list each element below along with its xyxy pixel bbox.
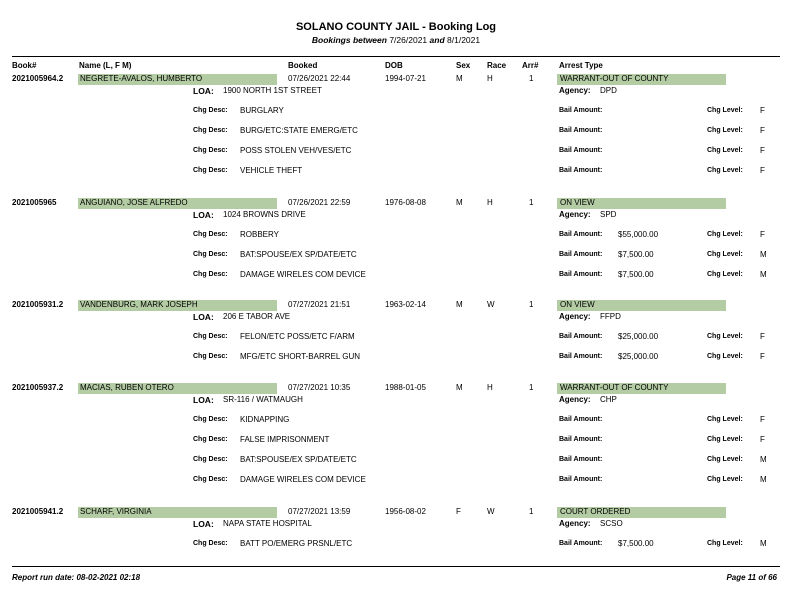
chg-desc-label: Chg Desc:: [193, 231, 228, 238]
arrest-type: COURT ORDERED: [560, 507, 631, 516]
charge-description: BATT PO/EMERG PRSNL/ETC: [240, 539, 353, 548]
arrest-type: WARRANT-OUT OF COUNTY: [560, 383, 669, 392]
agency-label: Agency:: [559, 395, 591, 404]
arrest-number: 1: [529, 507, 534, 516]
arrest-number: 1: [529, 74, 534, 83]
sex: F: [456, 507, 461, 516]
bail-amount: $7,500.00: [618, 539, 654, 548]
charge-description: DAMAGE WIRELES COM DEVICE: [240, 270, 366, 279]
chg-desc-label: Chg Desc:: [193, 147, 228, 154]
charge-level: M: [760, 455, 767, 464]
bail-amount-label: Bail Amount:: [559, 540, 603, 547]
bail-amount-label: Bail Amount:: [559, 231, 603, 238]
chg-level-label: Chg Level:: [707, 127, 743, 134]
agency-label: Agency:: [559, 210, 591, 219]
charge-description: ROBBERY: [240, 230, 279, 239]
charge-description: BURG/ETC:STATE EMERG/ETC: [240, 126, 358, 135]
chg-desc-label: Chg Desc:: [193, 167, 228, 174]
loa-label: LOA:: [193, 86, 214, 96]
dob: 1994-07-21: [385, 74, 426, 83]
chg-level-label: Chg Level:: [707, 353, 743, 360]
charge-level: M: [760, 270, 767, 279]
chg-desc-label: Chg Desc:: [193, 251, 228, 258]
report-run-date: Report run date: 08-02-2021 02:18: [12, 573, 141, 582]
chg-level-label: Chg Level:: [707, 333, 743, 340]
booked-datetime: 07/27/2021 13:59: [288, 507, 351, 516]
race: W: [487, 507, 495, 516]
loa-value: 206 E TABOR AVE: [223, 312, 291, 321]
chg-level-label: Chg Level:: [707, 167, 743, 174]
charge-description: BAT:SPOUSE/EX SP/DATE/ETC: [240, 250, 357, 259]
col-book: Book#: [12, 61, 37, 70]
charge-level: F: [760, 435, 765, 444]
col-dob: DOB: [385, 61, 403, 70]
loa-label: LOA:: [193, 519, 214, 529]
sex: M: [456, 383, 463, 392]
agency-value: SCSO: [600, 519, 623, 528]
arrest-number: 1: [529, 383, 534, 392]
charge-level: F: [760, 230, 765, 239]
chg-level-label: Chg Level:: [707, 436, 743, 443]
sex: M: [456, 198, 463, 207]
charge-level: F: [760, 415, 765, 424]
bail-amount-label: Bail Amount:: [559, 476, 603, 483]
bail-amount-label: Bail Amount:: [559, 251, 603, 258]
dob: 1988-01-05: [385, 383, 426, 392]
race: H: [487, 74, 493, 83]
bail-amount: $25,000.00: [618, 352, 659, 361]
inmate-name: MACIAS, RUBEN OTERO: [80, 383, 174, 392]
chg-level-label: Chg Level:: [707, 456, 743, 463]
race: H: [487, 383, 493, 392]
arrest-type: WARRANT-OUT OF COUNTY: [560, 74, 669, 83]
bail-amount-label: Bail Amount:: [559, 353, 603, 360]
charge-description: BURGLARY: [240, 106, 284, 115]
arrest-type: ON VIEW: [560, 198, 595, 207]
chg-desc-label: Chg Desc:: [193, 353, 228, 360]
charge-description: FALSE IMPRISONMENT: [240, 435, 330, 444]
charge-level: F: [760, 352, 765, 361]
sex: M: [456, 74, 463, 83]
bail-amount-label: Bail Amount:: [559, 127, 603, 134]
col-booked: Booked: [288, 61, 318, 70]
col-race: Race: [487, 61, 507, 70]
footer-divider: [12, 566, 780, 567]
charge-level: F: [760, 146, 765, 155]
agency-value: CHP: [600, 395, 617, 404]
charge-description: MFG/ETC SHORT-BARREL GUN: [240, 352, 361, 361]
chg-desc-label: Chg Desc:: [193, 540, 228, 547]
charge-level: F: [760, 106, 765, 115]
chg-level-label: Chg Level:: [707, 540, 743, 547]
loa-value: 1024 BROWNS DRIVE: [223, 210, 306, 219]
chg-level-label: Chg Level:: [707, 271, 743, 278]
end-date: 8/1/2021: [447, 35, 481, 45]
chg-level-label: Chg Level:: [707, 107, 743, 114]
arrest-number: 1: [529, 198, 534, 207]
chg-level-label: Chg Level:: [707, 476, 743, 483]
chg-desc-label: Chg Desc:: [193, 456, 228, 463]
booked-datetime: 07/27/2021 21:51: [288, 300, 351, 309]
col-name: Name (L, F M): [79, 61, 132, 70]
bail-amount-label: Bail Amount:: [559, 456, 603, 463]
loa-label: LOA:: [193, 312, 214, 322]
page-number: Page 11 of 66: [726, 573, 777, 582]
chg-level-label: Chg Level:: [707, 416, 743, 423]
agency-label: Agency:: [559, 86, 591, 95]
booked-datetime: 07/26/2021 22:59: [288, 198, 351, 207]
charge-level: F: [760, 166, 765, 175]
loa-label: LOA:: [193, 210, 214, 220]
bail-amount-label: Bail Amount:: [559, 333, 603, 340]
loa-value: 1900 NORTH 1ST STREET: [223, 86, 322, 95]
book-number: 2021005965: [12, 198, 57, 207]
header-divider: [12, 56, 780, 57]
booked-datetime: 07/26/2021 22:44: [288, 74, 351, 83]
chg-desc-label: Chg Desc:: [193, 271, 228, 278]
dob: 1956-08-02: [385, 507, 426, 516]
inmate-name: NEGRETE-AVALOS, HUMBERTO: [80, 74, 203, 83]
chg-desc-label: Chg Desc:: [193, 436, 228, 443]
inmate-name: ANGUIANO, JOSE ALFREDO: [80, 198, 188, 207]
bail-amount: $25,000.00: [618, 332, 659, 341]
agency-label: Agency:: [559, 519, 591, 528]
loa-value: SR-116 / WATMAUGH: [223, 395, 303, 404]
chg-desc-label: Chg Desc:: [193, 107, 228, 114]
arrest-type: ON VIEW: [560, 300, 595, 309]
race: W: [487, 300, 495, 309]
charge-description: BAT:SPOUSE/EX SP/DATE/ETC: [240, 455, 357, 464]
chg-level-label: Chg Level:: [707, 231, 743, 238]
sex: M: [456, 300, 463, 309]
inmate-name: VANDENBURG, MARK JOSEPH: [80, 300, 198, 309]
bail-amount-label: Bail Amount:: [559, 147, 603, 154]
book-number: 2021005937.2: [12, 383, 64, 392]
chg-level-label: Chg Level:: [707, 147, 743, 154]
book-number: 2021005931.2: [12, 300, 64, 309]
inmate-name: SCHARF, VIRGINIA: [80, 507, 152, 516]
booked-datetime: 07/27/2021 10:35: [288, 383, 351, 392]
chg-desc-label: Chg Desc:: [193, 476, 228, 483]
col-arrest-type: Arrest Type: [559, 61, 603, 70]
report-title: SOLANO COUNTY JAIL - Booking Log: [295, 21, 497, 33]
bail-amount: $55,000.00: [618, 230, 659, 239]
charge-level: F: [760, 126, 765, 135]
bail-amount-label: Bail Amount:: [559, 436, 603, 443]
bail-amount-label: Bail Amount:: [559, 271, 603, 278]
bail-amount: $7,500.00: [618, 250, 654, 259]
agency-value: DPD: [600, 86, 617, 95]
charge-description: DAMAGE WIRELES COM DEVICE: [240, 475, 366, 484]
charge-description: VEHICLE THEFT: [240, 166, 303, 175]
subtitle-and: and: [429, 35, 445, 45]
loa-label: LOA:: [193, 395, 214, 405]
charge-description: KIDNAPPING: [240, 415, 290, 424]
dob: 1963-02-14: [385, 300, 426, 309]
chg-desc-label: Chg Desc:: [193, 127, 228, 134]
bail-amount-label: Bail Amount:: [559, 416, 603, 423]
charge-level: M: [760, 250, 767, 259]
chg-desc-label: Chg Desc:: [193, 416, 228, 423]
report-subtitle: [0, 35, 792, 45]
chg-desc-label: Chg Desc:: [193, 333, 228, 340]
loa-value: NAPA STATE HOSPITAL: [223, 519, 312, 528]
start-date: 7/26/2021: [389, 35, 428, 45]
agency-value: SPD: [600, 210, 617, 219]
charge-level: M: [760, 475, 767, 484]
charge-description: POSS STOLEN VEH/VES/ETC: [240, 146, 352, 155]
charge-level: M: [760, 539, 767, 548]
book-number: 2021005941.2: [12, 507, 64, 516]
col-sex: Sex: [456, 61, 471, 70]
bail-amount-label: Bail Amount:: [559, 167, 603, 174]
charge-level: F: [760, 332, 765, 341]
col-arr: Arr#: [522, 61, 539, 70]
book-number: 2021005964.2: [12, 74, 64, 83]
dob: 1976-08-08: [385, 198, 426, 207]
charge-description: FELON/ETC POSS/ETC F/ARM: [240, 332, 355, 341]
arrest-number: 1: [529, 300, 534, 309]
chg-level-label: Chg Level:: [707, 251, 743, 258]
agency-value: FFPD: [600, 312, 621, 321]
subtitle-prefix: Bookings between: [311, 35, 387, 45]
race: H: [487, 198, 493, 207]
bail-amount: $7,500.00: [618, 270, 654, 279]
bail-amount-label: Bail Amount:: [559, 107, 603, 114]
agency-label: Agency:: [559, 312, 591, 321]
